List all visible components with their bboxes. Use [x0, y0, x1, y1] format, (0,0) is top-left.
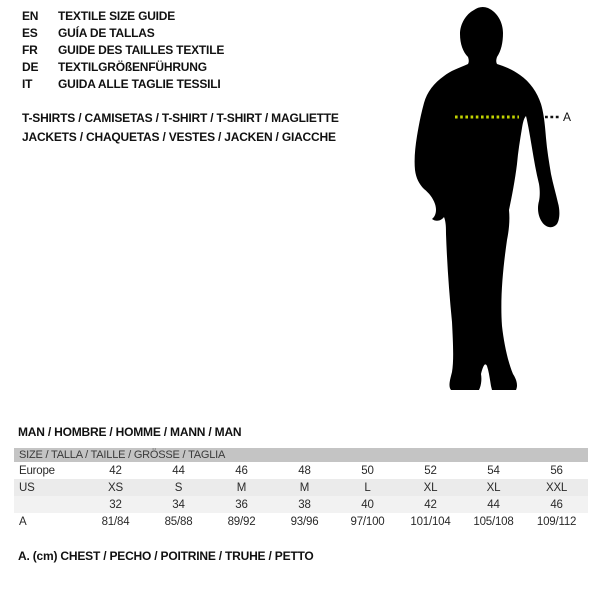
table-cell: 85/88 [164, 515, 193, 528]
table-cell: XS [84, 479, 147, 496]
size-table-header-row [14, 448, 588, 462]
table-cell: S [147, 479, 210, 496]
man-silhouette [415, 7, 560, 390]
table-cell: 38 [273, 496, 336, 513]
table-row-us [14, 479, 588, 496]
language-label: GUIDA ALLE TAGLIE TESSILI [58, 77, 221, 91]
table-cell: 42 [109, 464, 122, 477]
table-cell: XL [399, 479, 462, 496]
row-label: US [14, 479, 84, 496]
language-label: GUIDE DES TAILLES TEXTILE [58, 43, 225, 57]
table-cell: 40 [336, 496, 399, 513]
table-cell: 93/96 [290, 515, 319, 528]
table-cell: 42 [399, 496, 462, 513]
row-label: Europe [19, 464, 55, 477]
table-cell: M [273, 479, 336, 496]
table-cell: 48 [298, 464, 311, 477]
language-label: GUÍA DE TALLAS [58, 26, 155, 40]
table-cell: 34 [147, 496, 210, 513]
language-row [22, 59, 224, 76]
table-row-chest-a [14, 513, 588, 530]
language-row [22, 8, 224, 25]
table-cell: 36 [210, 496, 273, 513]
language-row [22, 76, 224, 93]
table-cell: 46 [525, 496, 588, 513]
chest-measure-label: A [563, 110, 572, 124]
section-title-man: MAN / HOMBRE / HOMME / MANN / MAN [18, 425, 242, 439]
size-table-header: SIZE / TALLA / TAILLE / GRÖSSE / TAGLIA [14, 448, 588, 462]
table-cell: XXL [525, 479, 588, 496]
language-label: TEXTILE SIZE GUIDE [58, 9, 176, 23]
table-cell: 46 [235, 464, 248, 477]
table-cell: 50 [361, 464, 374, 477]
table-cell: 109/112 [536, 515, 577, 528]
product-line-tshirts: T-SHIRTS / CAMISETAS / T-SHIRT / T-SHIRT / MAGLIETTE [22, 111, 339, 125]
table-cell: 52 [424, 464, 437, 477]
language-code: FR [22, 43, 38, 57]
measurement-footnote: A. (cm) CHEST / PECHO / POITRINE / TRUHE / PETTO [18, 549, 314, 563]
table-cell: 81/84 [101, 515, 130, 528]
language-row [22, 25, 224, 42]
table-cell: 89/92 [227, 515, 256, 528]
language-list [22, 8, 224, 93]
row-label: A [19, 515, 27, 528]
language-code: ES [22, 26, 38, 40]
table-cell: 101/104 [410, 515, 451, 528]
table-cell: M [210, 479, 273, 496]
table-cell: 56 [550, 464, 563, 477]
language-code: EN [22, 9, 39, 23]
table-cell: 44 [172, 464, 185, 477]
table-cell: 97/100 [350, 515, 385, 528]
table-cell: 54 [487, 464, 500, 477]
table-cell: 105/108 [473, 515, 514, 528]
language-code: IT [22, 77, 33, 91]
table-row-us-numeric [14, 496, 588, 513]
row-label [14, 496, 84, 513]
table-row-europe [14, 462, 588, 479]
table-cell: 44 [462, 496, 525, 513]
language-label: TEXTILGRÖßENFÜHRUNG [58, 60, 207, 74]
product-categories [22, 109, 339, 147]
man-silhouette-figure [405, 5, 575, 395]
table-cell: 32 [84, 496, 147, 513]
product-line-jackets: JACKETS / CHAQUETAS / VESTES / JACKEN / GIACCHE [22, 130, 336, 144]
language-code: DE [22, 60, 39, 74]
language-row [22, 42, 224, 59]
table-cell: L [336, 479, 399, 496]
table-cell: XL [462, 479, 525, 496]
size-table [14, 448, 588, 530]
